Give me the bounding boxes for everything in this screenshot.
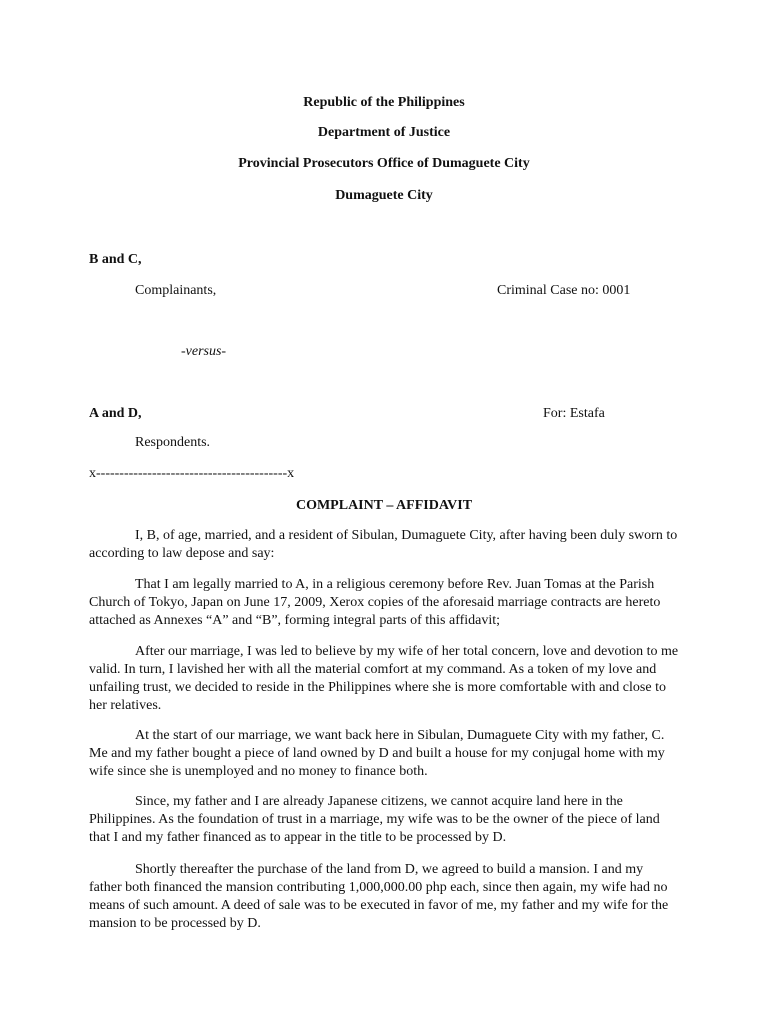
offense-label: For: Estafa (543, 406, 605, 421)
header-republic: Republic of the Philippines (303, 95, 465, 110)
header-office: Provincial Prosecutors Office of Dumaguete City (238, 156, 530, 171)
complainants-label: Complainants, (135, 283, 217, 298)
caption-separator: x-----------------------------------------x (89, 466, 295, 481)
document-title: COMPLAINT – AFFIDAVIT (295, 498, 473, 513)
header-city: Dumaguete City (335, 188, 433, 203)
header-department: Department of Justice (317, 125, 451, 140)
paragraph-2: That I am legally married to A, in a religious ceremony before Rev. Juan Tomas at the Parish Church of Tokyo, Japan on June 17, 2009, Xerox copies of the aforesaid marriage contracts are hereto attached as Annexes “A” and “B”, forming integral parts of this affidavit; (89, 577, 661, 628)
paragraph-1: I, B, of age, married, and a resident of Sibulan, Dumaguete City, after having been duly sworn to according to law depose and say: (89, 528, 678, 561)
versus-label: -versus- (181, 344, 227, 359)
paragraph-3: After our marriage, I was led to believe by my wife of her total concern, love and devotion to me valid. In turn, I lavished her with all the material comfort at my command. As a token of my love and unfailing trust, we decided to reside in the Philippines where she is more comfortable with and close to her relatives. (89, 644, 679, 713)
paragraph-6: Shortly thereafter the purchase of the land from D, we agreed to build a mansion. I and my father both financed the mansion contributing 1,000,000.00 php each, since then again, my wife had no means of such amount. A deed of sale was to be executed in favor of me, my father and my wife for the mansion to be processed by D. (89, 862, 669, 931)
respondents-label: Respondents. (135, 435, 211, 450)
paragraph-4: At the start of our marriage, we want back here in Sibulan, Dumaguete City with my father, C. Me and my father bought a piece of land owned by D and built a house for my conjugal home with my wife since she is unemployed and no money to finance both. (89, 728, 665, 779)
case-number: Criminal Case no: 0001 (497, 283, 631, 298)
complainants-names: B and C, (89, 252, 142, 267)
paragraph-5: Since, my father and I are already Japanese citizens, we cannot acquire land here in the Philippines. As the foundation of trust in a marriage, my wife was to be the owner of the piece of land that I and my father financed as to appear in the title to be processed by D. (89, 794, 660, 845)
respondents-names: A and D, (89, 406, 142, 421)
